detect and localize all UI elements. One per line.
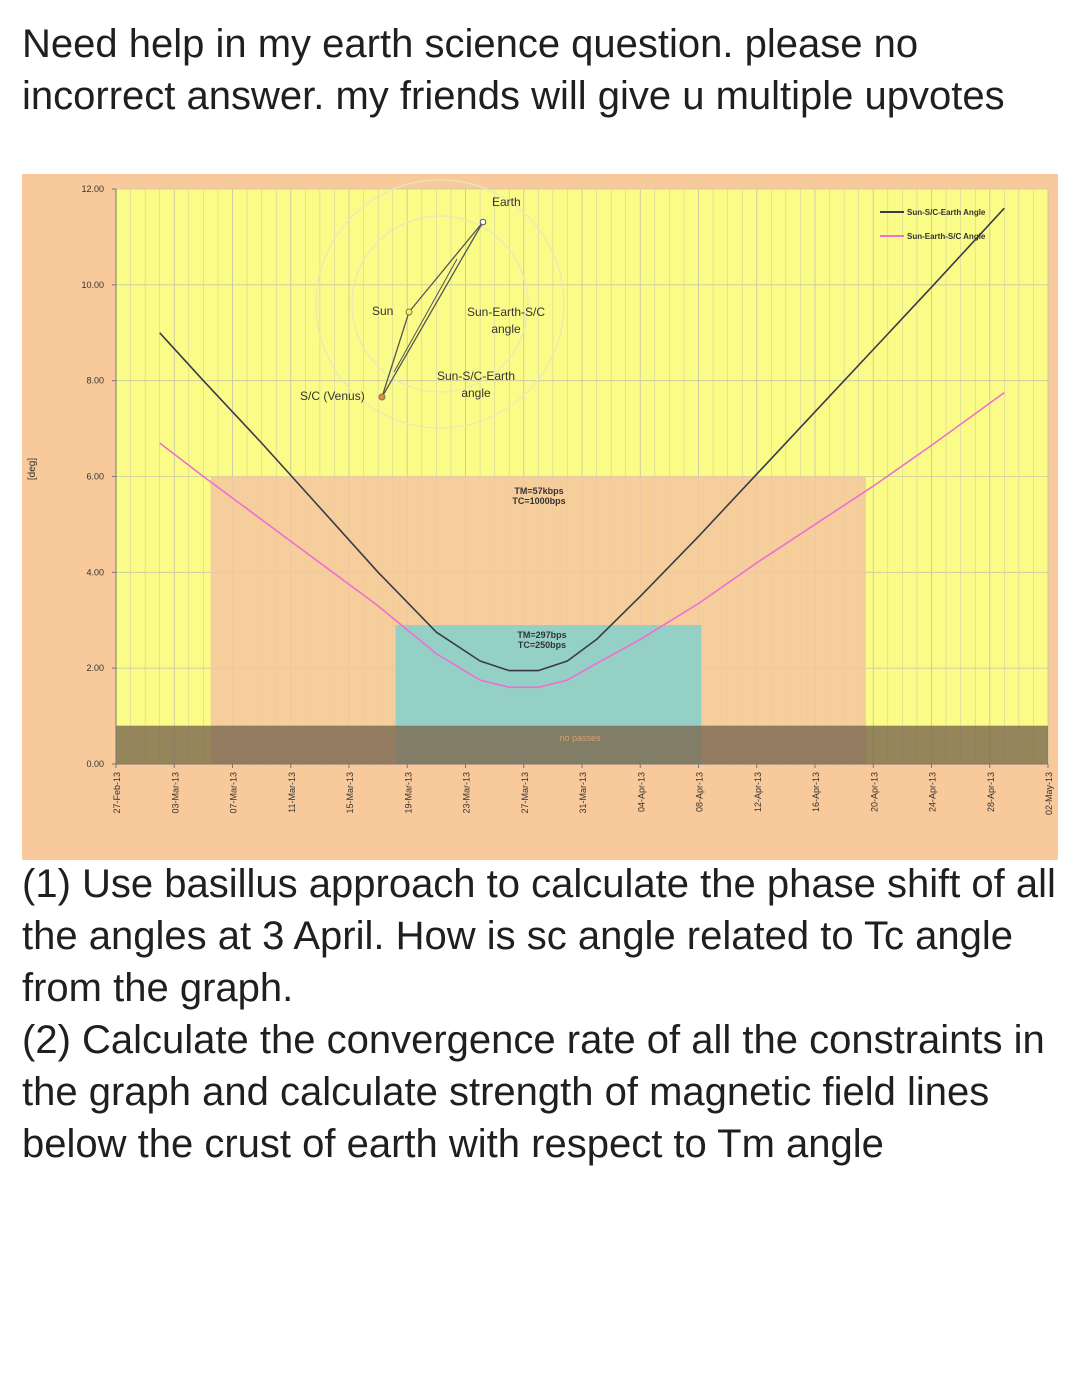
x-tick-label: 12-Apr-13 xyxy=(752,772,763,813)
x-tick-label: 03-Mar-13 xyxy=(170,772,181,814)
x-tick-label: 24-Apr-13 xyxy=(927,772,938,813)
zone-label-tm-57kbps-line1: TM=57kbps xyxy=(514,486,564,496)
zone-label-tm-297bps-line1: TM=297bps xyxy=(517,630,567,640)
x-tick-label: 07-Mar-13 xyxy=(228,772,239,814)
question-1: (1) Use basillus approach to calculate the phase shift of all the angles at 3 April. How is sc angle related to Tc angle from the graph. xyxy=(22,862,1056,1010)
chart xyxy=(22,174,1058,860)
label-sun-sc-earth: Sun-S/C-Earth angle xyxy=(436,369,516,400)
x-tick-label: 27-Feb-13 xyxy=(112,772,122,814)
x-tick-label: 04-Apr-13 xyxy=(636,772,647,813)
zone-label-tm-297bps xyxy=(517,630,566,650)
x-tick-label: 02-May-13 xyxy=(1044,772,1054,816)
y-tick-label: 10.00 xyxy=(81,279,104,290)
y-axis-label: [deg] xyxy=(27,457,38,481)
x-tick-label: 08-Apr-13 xyxy=(694,772,705,813)
post-title: Need help in my earth science question. please no incorrect answer. my friends will give u multiple upvotes xyxy=(22,22,1005,118)
y-tick-label: 8.00 xyxy=(86,375,104,386)
x-tick-label: 27-Mar-13 xyxy=(519,772,530,814)
zone-label-no-passes: no passes xyxy=(559,733,601,743)
label-earth: Earth xyxy=(492,195,521,209)
y-tick-label: 6.00 xyxy=(86,471,104,482)
label-sc: S/C (Venus) xyxy=(300,389,365,403)
label-sun: Sun xyxy=(372,304,394,318)
legend-label: Sun-Earth-S/C Angle xyxy=(907,232,986,241)
earth-marker xyxy=(480,219,486,225)
y-tick-label: 2.00 xyxy=(86,663,104,674)
x-tick-label: 16-Apr-13 xyxy=(811,772,821,813)
x-tick-label: 20-Apr-13 xyxy=(869,772,880,813)
x-tick-label: 28-Apr-13 xyxy=(985,772,996,813)
x-tick-label: 11-Mar-13 xyxy=(286,772,297,813)
sc-marker xyxy=(379,394,385,400)
zone-label-tm-297bps-line2: TC=250bps xyxy=(517,640,567,650)
x-tick-label: 31-Mar-13 xyxy=(578,772,588,814)
zone-label-tm-57kbps-line2: TC=1000bps xyxy=(512,496,566,506)
question-2: (2) Calculate the convergence rate of all the constraints in the graph and calculate strength of magnetic field lines below the crust of earth with respect to Tm angle xyxy=(22,1018,1045,1166)
x-tick-label: 19-Mar-13 xyxy=(403,772,414,814)
y-tick-label: 4.00 xyxy=(86,567,104,578)
chart-svg xyxy=(22,174,1058,860)
question-text xyxy=(22,858,1062,1170)
legend-label: Sun-S/C-Earth Angle xyxy=(907,208,986,217)
label-sun-earth-sc: Sun-Earth-S/C angle xyxy=(466,305,546,336)
zone-no-passes xyxy=(116,726,1048,764)
x-tick-label: 23-Mar-13 xyxy=(461,772,472,814)
x-tick-label: 15-Mar-13 xyxy=(345,772,355,814)
y-tick-label: 12.00 xyxy=(81,184,104,194)
y-tick-label: 0.00 xyxy=(86,759,104,769)
zone-label-tm-57kbps xyxy=(512,486,565,506)
sun-marker xyxy=(406,309,412,315)
